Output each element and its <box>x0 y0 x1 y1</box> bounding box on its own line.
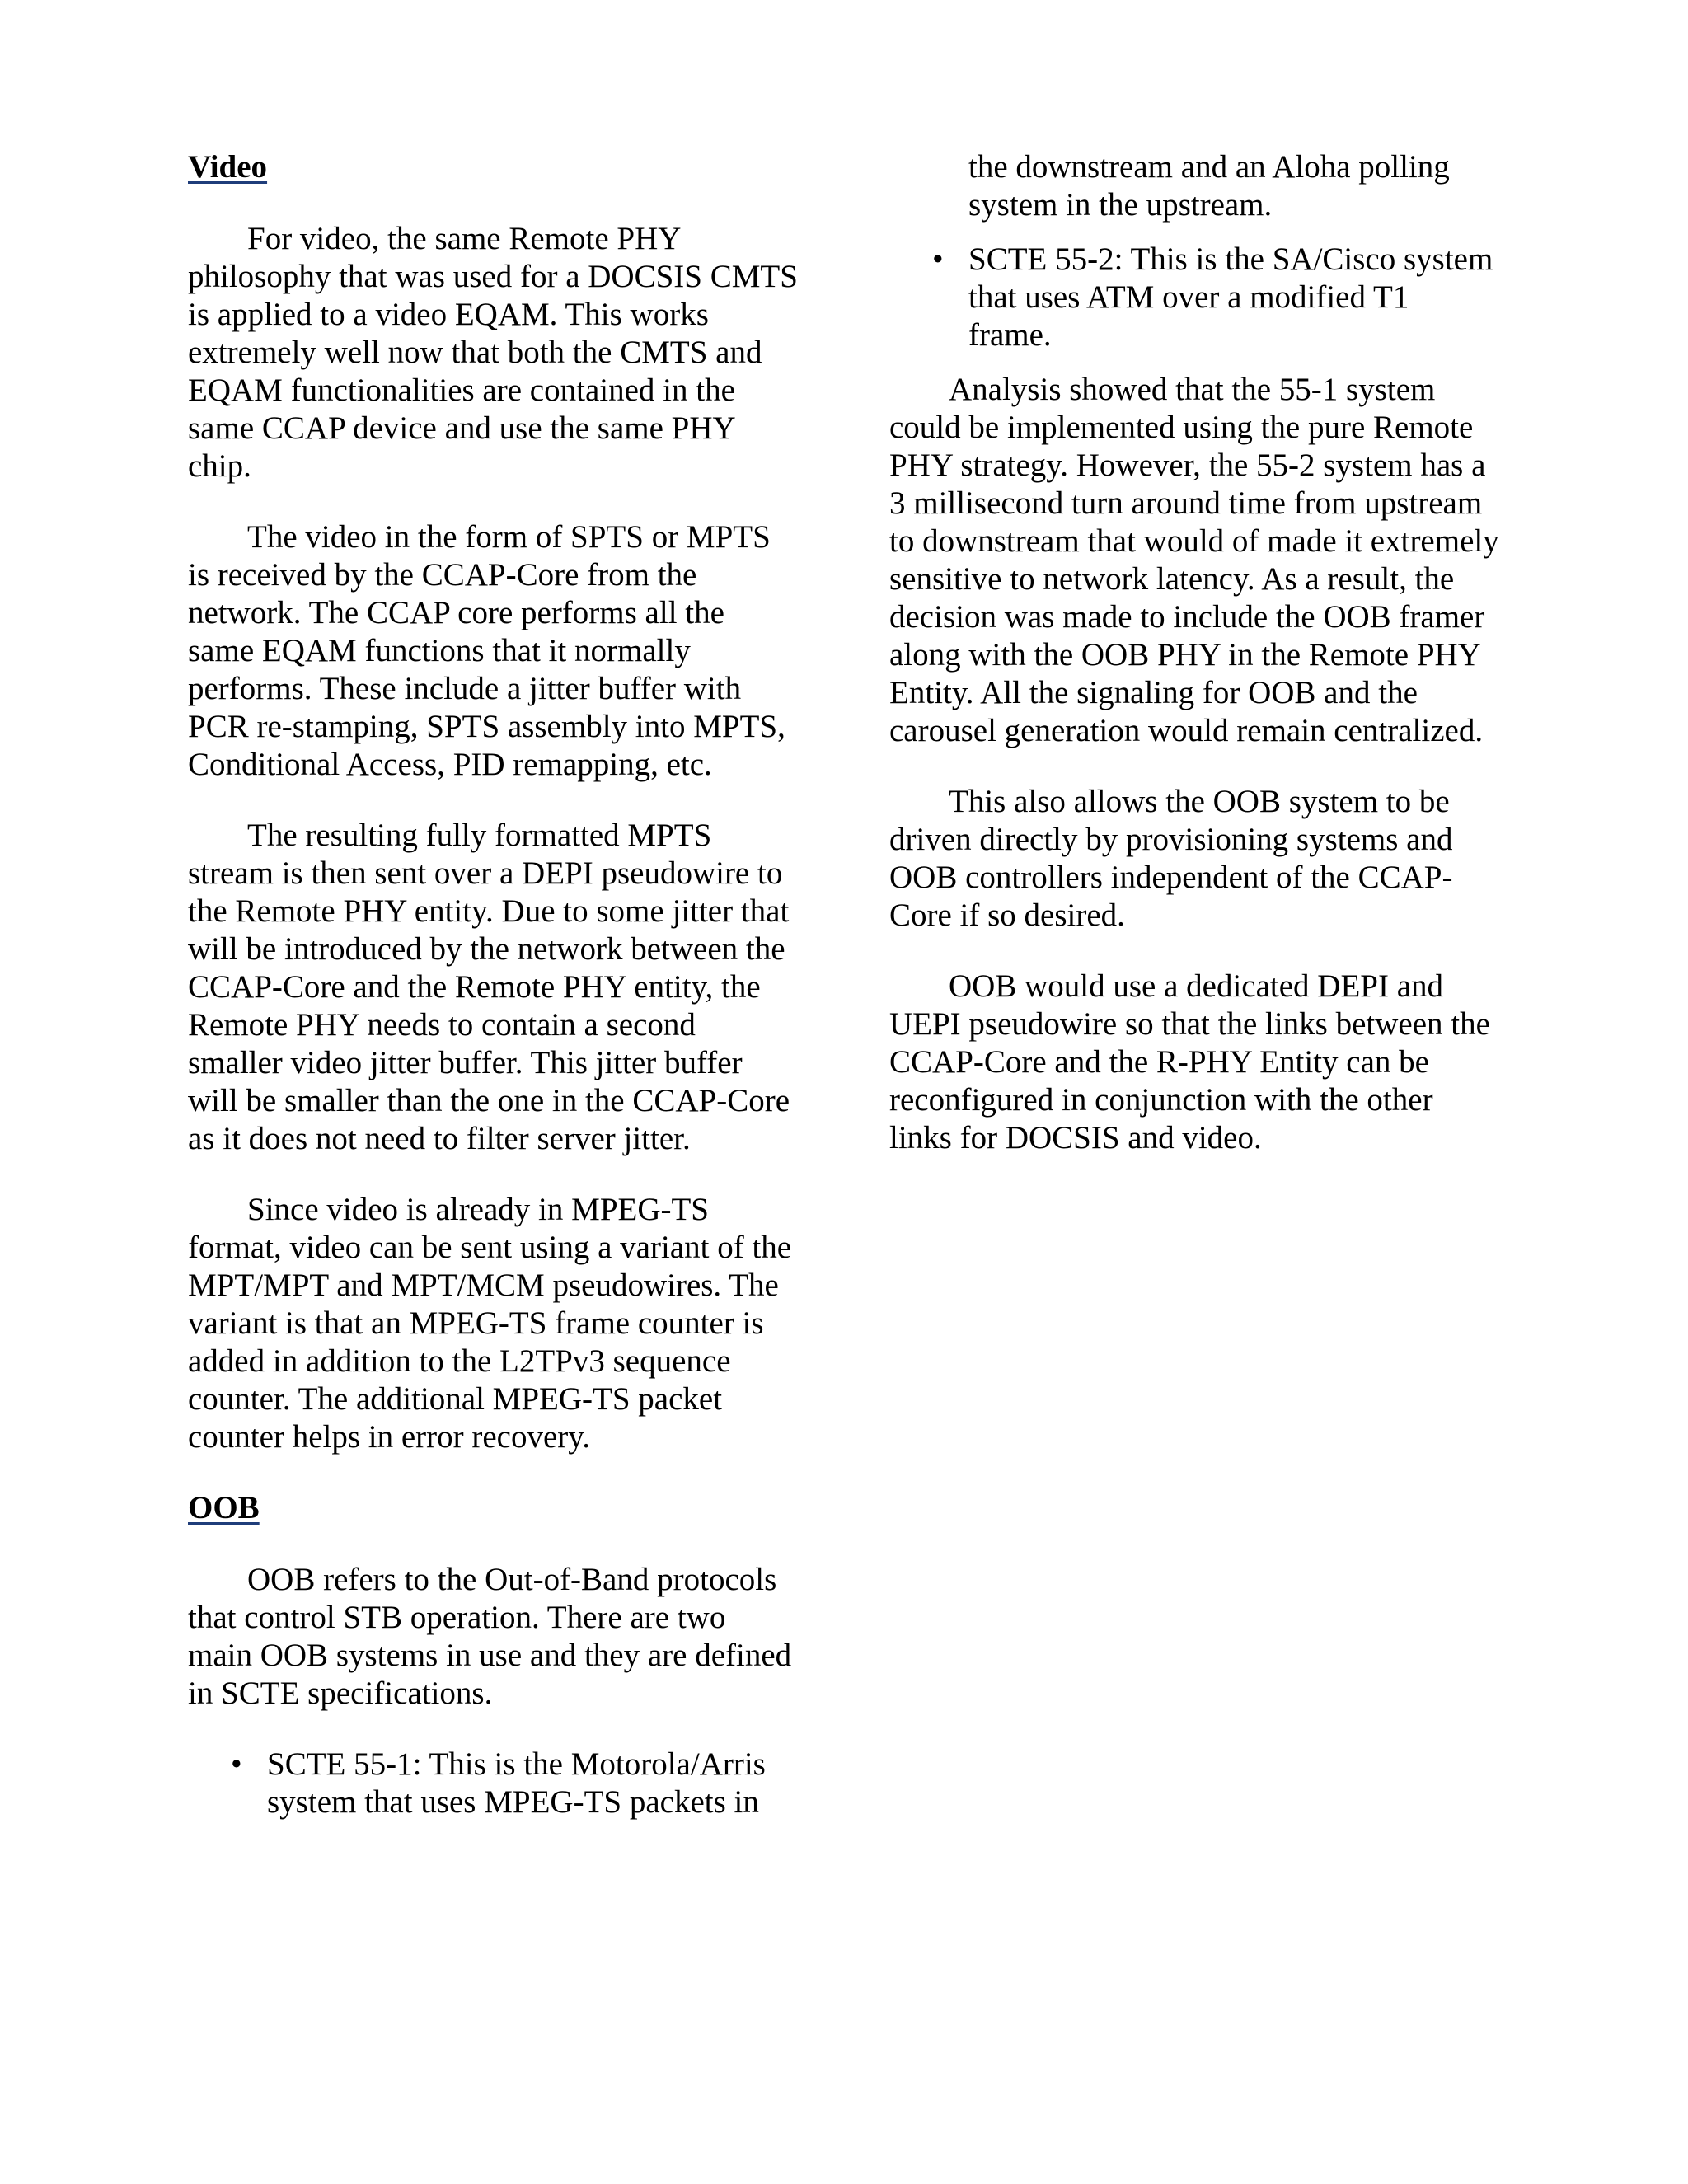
oob-systems-list-continued <box>889 241 1499 354</box>
list-item-scte-55-1-continued: the downstream and an Aloha polling system in the upstream. <box>968 149 1450 223</box>
list-item-scte-55-2 <box>889 241 1499 354</box>
list-item-scte-55-1 <box>188 1746 798 1821</box>
paragraph-video-intro: For video, the same Remote PHY philosophy that was used for a DOCSIS CMTS is applied to a video EQAM. This works extremely well now that both the CMTS and EQAM functionalities are contained in the same CCAP device and use the same PHY chip. <box>188 221 798 484</box>
paragraph-video-depi: The resulting fully formatted MPTS stream is then sent over a DEPI pseudowire to the Remote PHY entity. Due to some jitter that will be introduced by the network between the CCAP-Core and the Remote PHY entity, the Remote PHY needs to contain a second smaller video jitter buffer. This jitter buffer will be smaller than the one in the CCAP-Core as it does not need to filter server jitter. <box>188 818 790 1156</box>
list-item-text: SCTE 55-1: This is the Motorola/Arris system that uses MPEG-TS packets in <box>267 1746 766 1820</box>
paragraph-oob-provisioning: This also allows the OOB system to be driven directly by provisioning systems and OOB controllers independent of the CCAP-Core if so desired. <box>889 784 1453 933</box>
list-item-text: SCTE 55-2: This is the SA/Cisco system that uses ATM over a modified T1 frame. <box>968 241 1493 353</box>
paragraph-oob-pseudowire: OOB would use a dedicated DEPI and UEPI pseudowire so that the links between the CCAP-Core and the R-PHY Entity can be reconfigured in conjunction with the other links for DOCSIS and video. <box>889 968 1490 1155</box>
section-heading-video: Video <box>188 149 268 185</box>
section-heading-oob: OOB <box>188 1490 260 1526</box>
paragraph-oob-analysis: Analysis showed that the 55-1 system could be implemented using the pure Remote PHY strategy. However, the 55-2 system has a 3 millisecond turn around time from upstream to downstream that would of made it extremely sensitive to network latency. As a result, the decision was made to include the OOB framer along with the OOB PHY in the Remote PHY Entity. All the signaling for OOB and the carousel generation would remain centralized. <box>889 372 1499 748</box>
paragraph-video-ccap-core: The video in the form of SPTS or MPTS is received by the CCAP-Core from the network. The CCAP core performs all the same EQAM functions that it normally performs. These include a jitter buffer with PCR re-stamping, SPTS assembly into MPTS, Conditional Access, PID remapping, etc. <box>188 519 785 782</box>
left-column <box>188 148 798 1838</box>
paragraph-video-mpeg-ts: Since video is already in MPEG-TS format, video can be sent using a variant of the MPT/MPT and MPT/MCM pseudowires. The variant is that an MPEG-TS frame counter is added in addition to the L2TPv3 sequence counter. The additional MPEG-TS packet counter helps in error recovery. <box>188 1192 792 1455</box>
bullet-icon: • <box>231 1746 242 1782</box>
oob-systems-list <box>188 1746 798 1821</box>
paragraph-oob-intro: OOB refers to the Out-of-Band protocols that control STB operation. There are two main OOB systems in use and they are defined in SCTE specifications. <box>188 1562 792 1711</box>
bullet-icon: • <box>932 241 944 277</box>
right-column <box>889 148 1499 1190</box>
